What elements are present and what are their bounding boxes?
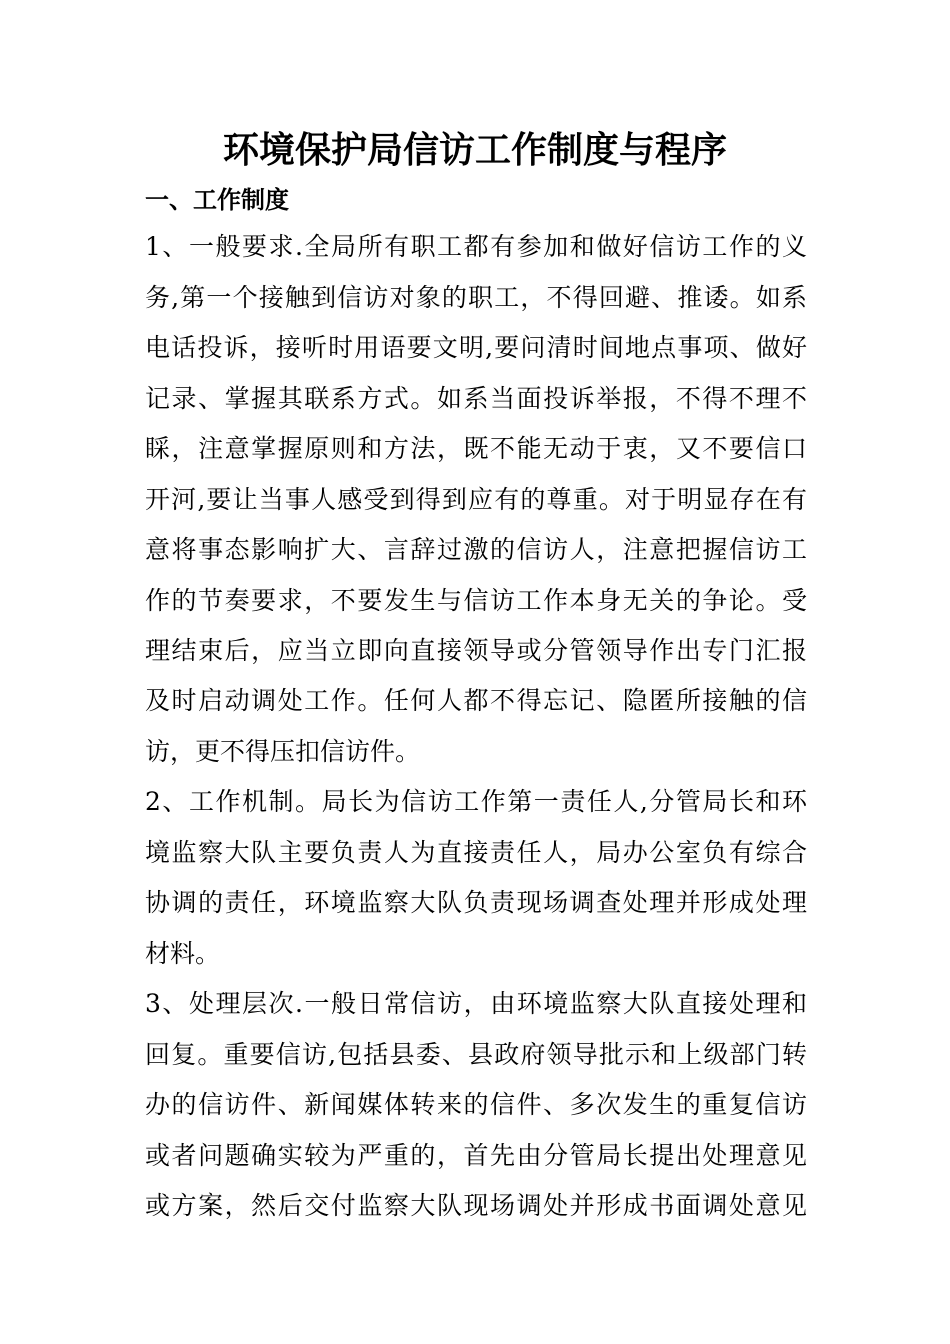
body-line: 务,第一个接触到信访对象的职工，不得回避、推诿。如系: [145, 283, 807, 312]
body-line: 睬，注意掌握原则和方法，既不能无动于衷，又不要信口: [145, 434, 807, 463]
body-line: 协调的责任，环境监察大队负责现场调查处理并形成处理: [145, 888, 807, 917]
body-line: 意将事态影响扩大、言辞过激的信访人，注意把握信访工: [145, 535, 807, 564]
document-title: 环境保护局信访工作制度与程序: [222, 130, 727, 171]
body-line: 或方案，然后交付监察大队现场调处并形成书面调处意见: [145, 1191, 807, 1220]
body-line: 电话投诉，接听时用语要文明,要问清时间地点事项、做好: [145, 333, 807, 362]
body-line: 及时启动调处工作。任何人都不得忘记、隐匿所接触的信: [145, 686, 807, 715]
body-line: 办的信访件、新闻媒体转来的信件、多次发生的重复信访: [145, 1090, 807, 1119]
body-line: 境监察大队主要负责人为直接责任人，局办公室负有综合: [145, 838, 807, 867]
body-line: 回复。重要信访,包括县委、县政府领导批示和上级部门转: [145, 1040, 807, 1069]
body-line: 1、一般要求.全局所有职工都有参加和做好信访工作的义: [145, 232, 807, 261]
body-line: 作的节奏要求，不要发生与信访工作本身无关的争论。受: [145, 586, 807, 615]
body-line: 材料。: [145, 939, 221, 968]
body-line: 访，更不得压扣信访件。: [145, 737, 421, 766]
body-line: 开河,要让当事人感受到得到应有的尊重。对于明显存在有: [145, 485, 807, 514]
body-line: 理结束后，应当立即向直接领导或分管领导作出专门汇报: [145, 636, 807, 665]
body-line: 3、处理层次.一般日常信访，由环境监察大队直接处理和: [145, 989, 807, 1018]
body-line: 2、工作机制。局长为信访工作第一责任人,分管局长和环: [145, 787, 807, 816]
section-heading: 一、工作制度: [145, 186, 289, 214]
body-line: 记录、掌握其联系方式。如系当面投诉举报，不得不理不: [145, 384, 807, 413]
body-line: 或者问题确实较为严重的，首先由分管局长提出处理意见: [145, 1141, 807, 1170]
